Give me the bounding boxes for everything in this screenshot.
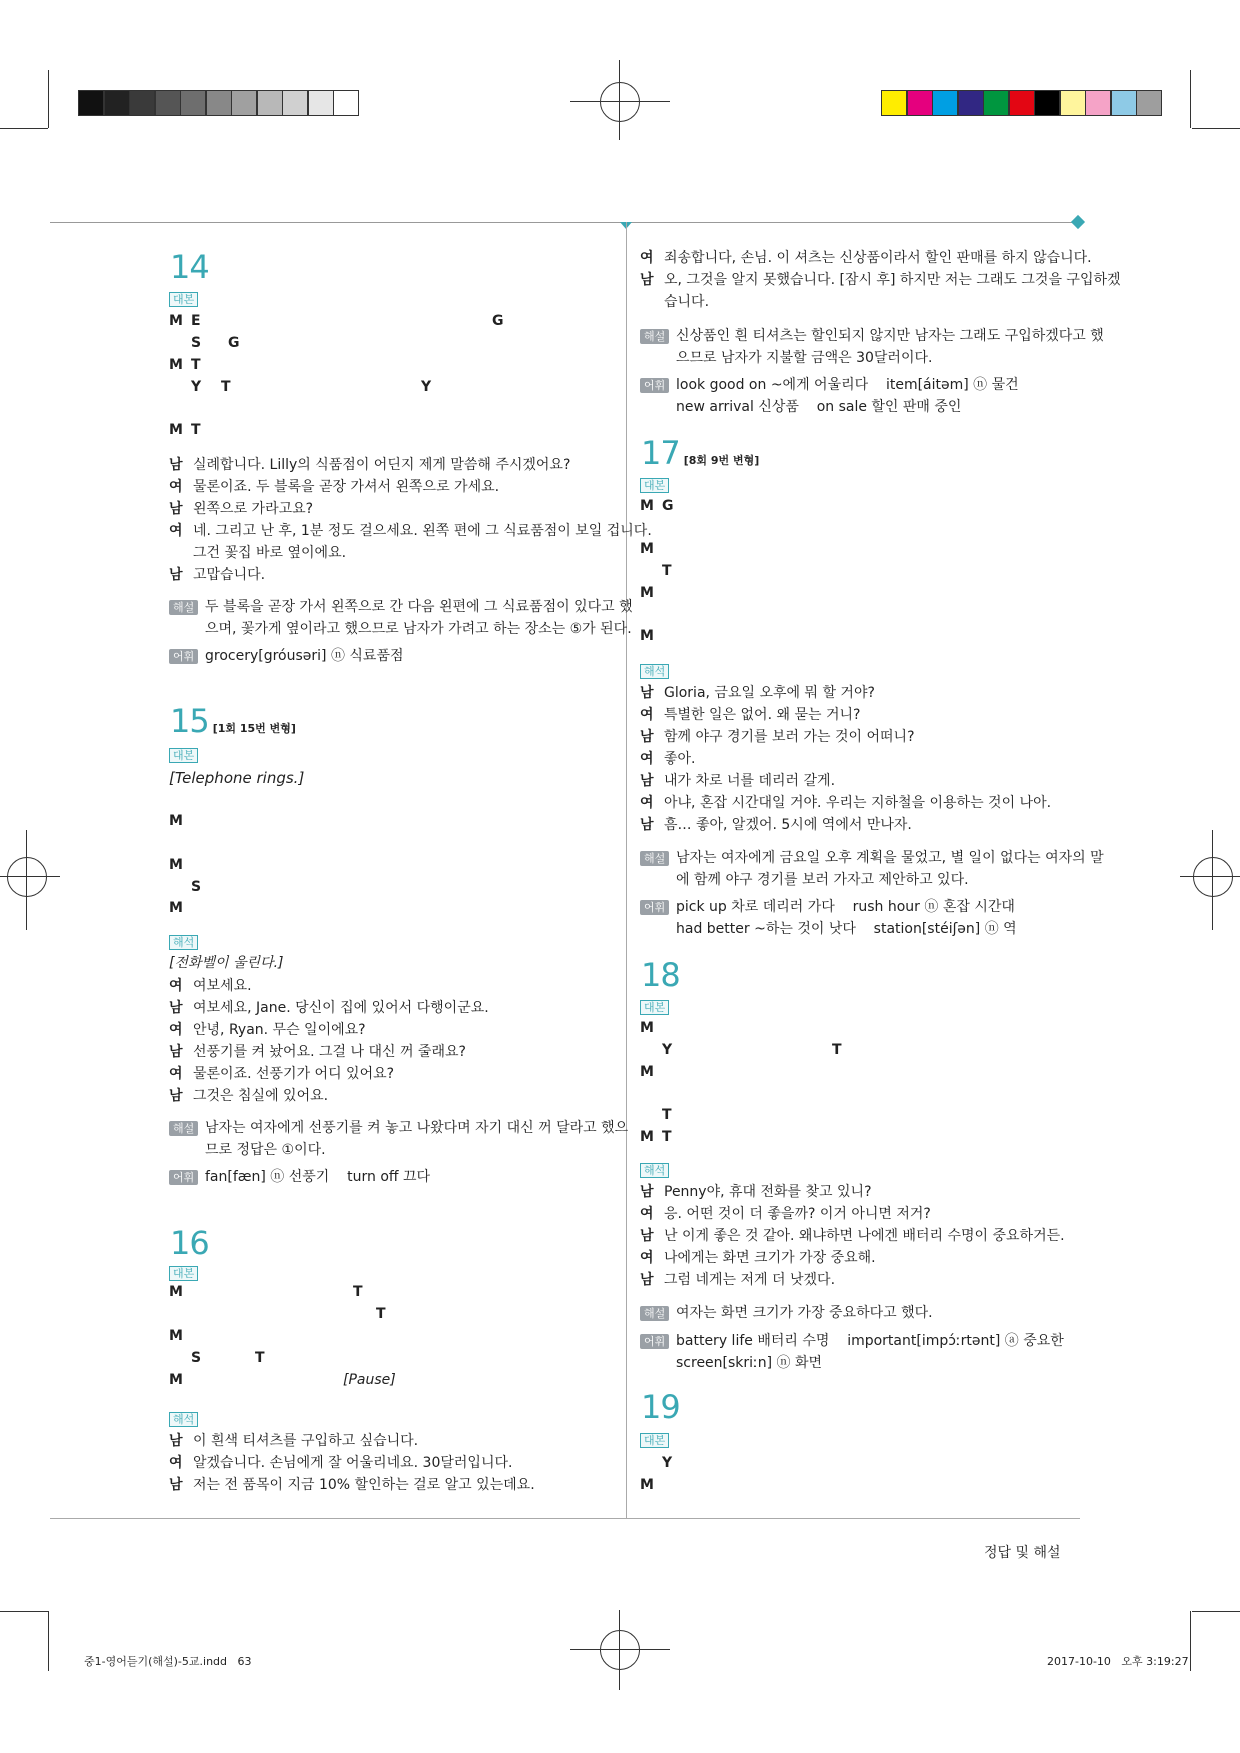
explanation-text: 므로 정답은 ①이다. — [205, 1142, 326, 1158]
script-letter: T — [662, 1129, 672, 1145]
script-letter: M — [169, 422, 183, 438]
script-letter: M — [169, 1328, 183, 1344]
translation-tag: 해석 — [169, 935, 198, 950]
gray-swatch — [282, 90, 308, 116]
explanation-text: 남자는 여자에게 금요일 오후 계획을 물었고, 별 일이 없다는 여자의 말 — [676, 850, 1104, 866]
translated-stage-direction: [전화벨이 울린다.] — [169, 955, 284, 971]
script-letter: G — [228, 335, 240, 351]
vocab-text: fan[fæn] ⓝ 선풍기 turn off 끄다 — [205, 1169, 431, 1185]
script-letter: M — [169, 900, 183, 916]
dialogue-line: 여 죄송합니다, 손님. 이 셔츠는 신상품이라서 할인 판매를 하지 않습니다. — [640, 250, 1092, 266]
script-letter: T — [353, 1284, 363, 1300]
gray-swatch — [231, 90, 257, 116]
script-letter: T — [662, 1107, 672, 1123]
dialogue-line: 여 여보세요. — [169, 978, 252, 994]
gray-swatch — [78, 90, 104, 116]
question-number-15: 15 [1회 15번 변형] — [170, 702, 296, 740]
dialogue-line: 여 물론이죠. 선풍기가 어디 있어요? — [169, 1066, 395, 1082]
script-letter: G — [662, 498, 674, 514]
script-letter: T — [255, 1350, 265, 1366]
dialogue-line: 남 실례합니다. Lilly의 식품점이 어딘지 제게 말씀해 주시겠어요? — [169, 457, 571, 473]
dialogue-line: 남 Gloria, 금요일 오후에 뭐 할 거야? — [640, 685, 875, 701]
column-divider — [626, 222, 627, 1518]
vocab-text: had better ~하는 것이 낫다 station[stéiʃən] ⓝ 역 — [676, 921, 1017, 937]
script-letter: S — [191, 1350, 202, 1366]
script-letter: M — [640, 541, 654, 557]
color-swatch — [907, 90, 933, 116]
translation-tag: 해석 — [640, 1163, 669, 1178]
dialogue-line: 남 이 흰색 티셔츠를 구입하고 싶습니다. — [169, 1433, 419, 1449]
dialogue-line: 남 여보세요, Jane. 당신이 집에 있어서 다행이군요. — [169, 1000, 489, 1016]
vocab-text: battery life 배터리 수명 important[impɔ́ːrtənt] ⓐ 중요한 — [676, 1333, 1064, 1349]
vocab-tag: 어휘 — [169, 1170, 198, 1185]
dialogue-line: 여 알겠습니다. 손님에게 잘 어울리네요. 30달러입니다. — [169, 1455, 513, 1471]
dialogue-line: 남 왼쪽으로 가라고요? — [169, 501, 314, 517]
color-swatch — [1136, 90, 1162, 116]
script-letter: M — [640, 1064, 654, 1080]
dialogue-line: 습니다. — [664, 294, 710, 310]
color-swatch — [1060, 90, 1086, 116]
date-info: 2017-10-10 오후 3:19:27 — [1047, 1655, 1189, 1668]
script-tag: 대본 — [640, 1000, 669, 1015]
dialogue-line: 남 함께 야구 경기를 보러 가는 것이 어떠니? — [640, 729, 915, 745]
top-rule — [50, 222, 1080, 223]
gray-swatch — [308, 90, 334, 116]
script-letter: E — [191, 313, 201, 329]
vocab-text: grocery[gróusəri] ⓝ 식료품점 — [205, 648, 404, 664]
color-swatch — [1111, 90, 1137, 116]
script-letter: M — [640, 1477, 654, 1493]
pause-direction: [Pause] — [343, 1372, 396, 1388]
dialogue-line: 남 Penny야, 휴대 전화를 찾고 있니? — [640, 1184, 872, 1200]
top-rule-diamond — [1071, 215, 1085, 229]
explanation-tag: 해설 — [640, 329, 669, 344]
dialogue-line: 여 특별한 일은 없어. 왜 묻는 거니? — [640, 707, 861, 723]
registration-mark-right — [1193, 857, 1233, 897]
script-letter: M — [640, 498, 654, 514]
gray-swatch — [129, 90, 155, 116]
question-number-18: 18 — [641, 956, 680, 994]
section-footer: 정답 및 해설 — [984, 1545, 1061, 1561]
script-tag: 대본 — [169, 748, 198, 763]
script-letter: Y — [191, 379, 202, 395]
vocab-text: screen[skriːn] ⓝ 화면 — [676, 1355, 823, 1371]
vocab-tag: 어휘 — [640, 1334, 669, 1349]
script-letter: M — [169, 857, 183, 873]
dialogue-line: 여 아냐, 혼잡 시간대일 거야. 우리는 지하철을 이용하는 것이 나아. — [640, 795, 1052, 811]
stage-direction: [Telephone rings.] — [169, 769, 305, 787]
dialogue-line: 여 좋아. — [640, 751, 696, 767]
vocab-text: look good on ~에게 어울리다 item[áitəm] ⓝ 물건 — [676, 377, 1019, 393]
color-swatch — [1085, 90, 1111, 116]
script-letter: Y — [421, 379, 432, 395]
script-letter: M — [169, 1284, 183, 1300]
color-swatch — [881, 90, 907, 116]
color-swatch — [1009, 90, 1035, 116]
color-swatch — [1034, 90, 1060, 116]
color-swatch — [983, 90, 1009, 116]
bottom-rule — [50, 1518, 1080, 1519]
explanation-tag: 해설 — [640, 851, 669, 866]
script-letter: Y — [662, 1455, 673, 1471]
explanation-tag: 해설 — [169, 1121, 198, 1136]
explanation-text: 두 블록을 곧장 가서 왼쪽으로 간 다음 왼편에 그 식료품점이 있다고 했 — [205, 599, 633, 615]
script-letter: M — [169, 813, 183, 829]
question-number-14: 14 — [170, 248, 209, 286]
color-swatch — [932, 90, 958, 116]
question-number-19: 19 — [641, 1388, 680, 1426]
script-letter: G — [492, 313, 504, 329]
script-letter: M — [640, 1129, 654, 1145]
question-note: [8회 9번 변형] — [683, 454, 760, 467]
script-letter: T — [191, 422, 201, 438]
dialogue-line: 남 난 이게 좋은 것 같아. 왜냐하면 나에겐 배터리 수명이 중요하거든. — [640, 1228, 1065, 1244]
script-letter: M — [169, 1372, 183, 1388]
dialogue-line: 남 그럼 네게는 저게 더 낫겠다. — [640, 1272, 836, 1288]
dialogue-line: 여 네. 그리고 난 후, 1분 정도 걸으세요. 왼쪽 편에 그 식료품점이 보일 겁니다. — [169, 523, 652, 539]
explanation-text: 신상품인 흰 티셔츠는 할인되지 않지만 남자는 그래도 구입하겠다고 했 — [676, 328, 1104, 344]
script-letter: S — [191, 335, 202, 351]
question-number-16: 16 — [170, 1224, 209, 1262]
gray-swatch — [180, 90, 206, 116]
script-letter: M — [640, 628, 654, 644]
script-letter: M — [169, 313, 183, 329]
gray-swatch — [206, 90, 232, 116]
vocab-tag: 어휘 — [640, 378, 669, 393]
script-tag: 대본 — [640, 1433, 669, 1448]
script-letter: M — [640, 585, 654, 601]
translation-tag: 해석 — [640, 664, 669, 679]
script-letter: T — [191, 357, 201, 373]
script-tag: 대본 — [169, 1266, 198, 1281]
explanation-text: 여자는 화면 크기가 가장 중요하다고 했다. — [676, 1305, 933, 1321]
dialogue-line: 여 응. 어떤 것이 더 좋을까? 이거 아니면 저거? — [640, 1206, 931, 1222]
file-info: 중1-영어듣기(해설)-5교.indd 63 — [84, 1655, 252, 1668]
registration-mark-top — [600, 82, 640, 122]
question-note: [1회 15번 변형] — [212, 722, 296, 735]
script-letter: Y — [662, 1042, 673, 1058]
dialogue-line: 남 흠… 좋아, 알겠어. 5시에 역에서 만나자. — [640, 817, 912, 833]
dialogue-line: 남 저는 전 품목이 지금 10% 할인하는 걸로 알고 있는데요. — [169, 1477, 535, 1493]
script-letter: T — [221, 379, 231, 395]
vocab-text: new arrival 신상품 on sale 할인 판매 중인 — [676, 399, 962, 415]
color-swatch — [958, 90, 984, 116]
registration-mark-bottom — [600, 1630, 640, 1670]
registration-mark-left — [7, 857, 47, 897]
explanation-text: 남자는 여자에게 선풍기를 켜 놓고 나왔다며 자기 대신 꺼 달라고 했으 — [205, 1120, 629, 1136]
question-number-17: 17 [8회 9번 변형] — [641, 434, 760, 472]
gray-swatch — [155, 90, 181, 116]
vocab-tag: 어휘 — [169, 649, 198, 664]
dialogue-line: 남 내가 차로 너를 데리러 갈게. — [640, 773, 836, 789]
vocab-tag: 어휘 — [640, 900, 669, 915]
dialogue-line: 여 물론이죠. 두 블록을 곧장 가셔서 왼쪽으로 가세요. — [169, 479, 500, 495]
explanation-text: 으며, 꽃가게 옆이라고 했으므로 남자가 가려고 하는 장소는 ⑤가 된다. — [205, 621, 632, 637]
dialogue-line: 그건 꽃집 바로 옆이에요. — [193, 545, 347, 561]
script-letter: M — [169, 357, 183, 373]
script-letter: M — [640, 1020, 654, 1036]
dialogue-line: 남 선풍기를 켜 놨어요. 그걸 나 대신 꺼 줄래요? — [169, 1044, 466, 1060]
script-letter: T — [376, 1306, 386, 1322]
script-letter: T — [832, 1042, 842, 1058]
dialogue-line: 남 그것은 침실에 있어요. — [169, 1088, 329, 1104]
explanation-text: 으므로 남자가 지불할 금액은 30달러이다. — [676, 350, 933, 366]
script-letter: T — [662, 563, 672, 579]
gray-swatch — [333, 90, 359, 116]
script-tag: 대본 — [169, 292, 198, 307]
gray-swatch — [257, 90, 283, 116]
explanation-text: 에 함께 야구 경기를 보러 가자고 제안하고 있다. — [676, 872, 969, 888]
script-tag: 대본 — [640, 478, 669, 493]
script-letter: S — [191, 879, 202, 895]
vocab-text: pick up 차로 데리러 가다 rush hour ⓝ 혼잡 시간대 — [676, 899, 1015, 915]
dialogue-line: 남 오, 그것을 알지 못했습니다. [잠시 후] 하지만 저는 그래도 그것을 구입하겠 — [640, 272, 1121, 288]
translation-tag: 해석 — [169, 1412, 198, 1427]
dialogue-line: 여 안녕, Ryan. 무슨 일이에요? — [169, 1022, 366, 1038]
gray-swatch — [104, 90, 130, 116]
dialogue-line: 여 나에게는 화면 크기가 가장 중요해. — [640, 1250, 876, 1266]
explanation-tag: 해설 — [169, 600, 198, 615]
dialogue-line: 남 고맙습니다. — [169, 567, 266, 583]
explanation-tag: 해설 — [640, 1306, 669, 1321]
